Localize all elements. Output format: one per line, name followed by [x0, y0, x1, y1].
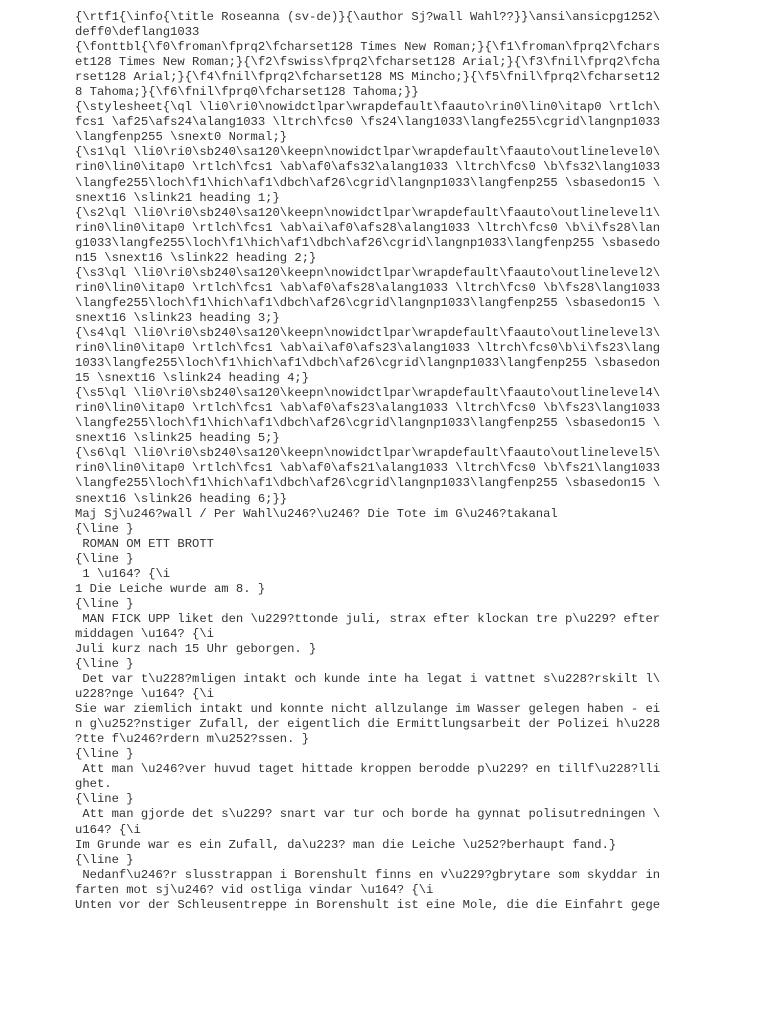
text-line: rin0\lin0\itap0 \rtlch\fcs1 \ab\af0\afs32\alang1033 \ltrch\fcs0 \b\fs32\lang1033 — [75, 160, 661, 175]
text-line: snext16 \slink21 heading 1;} — [75, 190, 280, 205]
text-line: Sie war ziemlich intakt und konnte nicht allzulange im Wasser gelegen haben - ei — [75, 702, 661, 717]
text-line: snext16 \slink23 heading 3;} — [75, 310, 280, 325]
text-line: MAN FICK UPP liket den \u229?ttonde juli, strax efter klockan tre p\u229? efter — [75, 611, 661, 626]
text-line: {\stylesheet{\ql \li0\ri0\nowidctlpar\wrapdefault\faauto\rin0\lin0\itap0 \rtlch\ — [75, 100, 661, 115]
text-line: \langfenp255 \snext0 Normal;} — [75, 130, 288, 145]
text-line: rin0\lin0\itap0 \rtlch\fcs1 \ab\af0\afs21\alang1033 \ltrch\fcs0 \b\fs21\lang1033 — [75, 461, 661, 476]
text-line: 8 Tahoma;}{\f6\fnil\fprq0\fcharset128 Tahoma;}} — [75, 85, 419, 100]
text-line: {\line } — [75, 852, 134, 867]
text-line: snext16 \slink25 heading 5;} — [75, 431, 280, 446]
text-line: {\rtf1{\info{\title Roseanna (sv-de)}{\author Sj?wall Wahl??}}\ansi\ansicpg1252\ — [75, 10, 661, 24]
text-line: ?tte f\u246?rdern m\u252?ssen. } — [75, 732, 310, 747]
text-line: middagen \u164? {\i — [75, 626, 214, 641]
text-line: rin0\lin0\itap0 \rtlch\fcs1 \ab\af0\afs23\alang1033 \ltrch\fcs0 \b\fs23\lang1033 — [75, 401, 661, 416]
text-line: \langfe255\loch\f1\hich\af1\dbch\af26\cgrid\langnp1033\langfenp255 \sbasedon15 \ — [75, 476, 661, 491]
text-line: n15 \snext16 \slink22 heading 2;} — [75, 250, 317, 265]
text-line: {\s6\ql \li0\ri0\sb240\sa120\keepn\nowidctlpar\wrapdefault\faauto\outlinelevel5\ — [75, 446, 661, 461]
text-line: Det var t\u228?mligen intakt och kunde inte ha legat i vattnet s\u228?rskilt l\ — [75, 672, 661, 687]
text-line: rin0\lin0\itap0 \rtlch\fcs1 \ab\ai\af0\afs23\alang1033 \ltrch\fcs0\b\i\fs23\lang — [75, 341, 661, 356]
text-line: Maj Sj\u246?wall / Per Wahl\u246?\u246? Die Tote im G\u246?takanal — [75, 506, 558, 521]
text-line: {\s3\ql \li0\ri0\sb240\sa120\keepn\nowidctlpar\wrapdefault\faauto\outlinelevel2\ — [75, 265, 661, 280]
text-line: 1033\langfe255\loch\f1\hich\af1\dbch\af26\cgrid\langnp1033\langfenp255 \sbasedon — [75, 356, 661, 371]
text-line: Att man \u246?ver huvud taget hittade kroppen berodde p\u229? en tillf\u228?lli — [75, 762, 661, 777]
text-line: 15 \snext16 \slink24 heading 4;} — [75, 371, 310, 386]
text-line: {\fonttbl{\f0\froman\fprq2\fcharset128 Times New Roman;}{\f1\froman\fprq2\fchars — [75, 40, 661, 55]
text-line: et128 Times New Roman;}{\f2\fswiss\fprq2\fcharset128 Arial;}{\f3\fnil\fprq2\fcha — [75, 55, 661, 70]
text-line: 1 Die Leiche wurde am 8. } — [75, 581, 266, 596]
text-line: {\s2\ql \li0\ri0\sb240\sa120\keepn\nowidctlpar\wrapdefault\faauto\outlinelevel1\ — [75, 205, 661, 220]
text-line: \langfe255\loch\f1\hich\af1\dbch\af26\cgrid\langnp1033\langfenp255 \sbasedon15 \ — [75, 416, 661, 431]
text-line: \langfe255\loch\f1\hich\af1\dbch\af26\cgrid\langnp1033\langfenp255 \sbasedon15 \ — [75, 295, 661, 310]
text-line: u164? {\i — [75, 822, 141, 837]
text-line: {\line } — [75, 596, 134, 611]
text-line: deff0\deflang1033 — [75, 25, 200, 40]
text-line: Juli kurz nach 15 Uhr geborgen. } — [75, 641, 317, 656]
text-line: farten mot sj\u246? vid ostliga vindar \u164? {\i — [75, 882, 434, 897]
text-line: Unten vor der Schleusentreppe in Borenshult ist eine Mole, die die Einfahrt gege — [75, 897, 661, 912]
text-line: rin0\lin0\itap0 \rtlch\fcs1 \ab\ai\af0\afs28\alang1033 \ltrch\fcs0 \b\i\fs28\lan — [75, 220, 661, 235]
text-line: ghet. — [75, 777, 112, 792]
text-line: n g\u252?nstiger Zufall, der eigentlich die Ermittlungsarbeit der Polizei h\u228 — [75, 717, 661, 732]
text-line: {\line } — [75, 657, 134, 672]
text-line: rset128 Arial;}{\f4\fnil\fprq2\fcharset128 MS Mincho;}{\f5\fnil\fprq2\fcharset12 — [75, 70, 661, 85]
text-line: Att man gjorde det s\u229? snart var tur och borde ha gynnat polisutredningen \ — [75, 807, 661, 822]
text-line: Im Grunde war es ein Zufall, da\u223? man die Leiche \u252?berhaupt fand.} — [75, 837, 617, 852]
text-line: {\line } — [75, 792, 134, 807]
text-line: Nedanf\u246?r slusstrappan i Borenshult finns en v\u229?gbrytare som skyddar in — [75, 867, 661, 882]
text-line: {\s5\ql \li0\ri0\sb240\sa120\keepn\nowidctlpar\wrapdefault\faauto\outlinelevel4\ — [75, 386, 661, 401]
text-line: snext16 \slink26 heading 6;}} — [75, 491, 288, 506]
text-line: ROMAN OM ETT BROTT — [75, 536, 214, 551]
text-line: \langfe255\loch\f1\hich\af1\dbch\af26\cgrid\langnp1033\langfenp255 \sbasedon15 \ — [75, 175, 661, 190]
text-line: {\s4\ql \li0\ri0\sb240\sa120\keepn\nowidctlpar\wrapdefault\faauto\outlinelevel3\ — [75, 325, 661, 340]
text-line: {\line } — [75, 747, 134, 762]
text-line: {\line } — [75, 521, 134, 536]
text-line: u228?nge \u164? {\i — [75, 687, 214, 702]
text-line: {\s1\ql \li0\ri0\sb240\sa120\keepn\nowidctlpar\wrapdefault\faauto\outlinelevel0\ — [75, 145, 661, 160]
text-line: {\line } — [75, 551, 134, 566]
document-text — [75, 10, 755, 913]
text-line: 1 \u164? {\i — [75, 566, 171, 581]
text-line: rin0\lin0\itap0 \rtlch\fcs1 \ab\af0\afs28\alang1033 \ltrch\fcs0 \b\fs28\lang1033 — [75, 280, 661, 295]
text-line: fcs1 \af25\afs24\alang1033 \ltrch\fcs0 \fs24\lang1033\langfe255\cgrid\langnp1033 — [75, 115, 661, 130]
text-line: g1033\langfe255\loch\f1\hich\af1\dbch\af26\cgrid\langnp1033\langfenp255 \sbasedo — [75, 235, 661, 250]
